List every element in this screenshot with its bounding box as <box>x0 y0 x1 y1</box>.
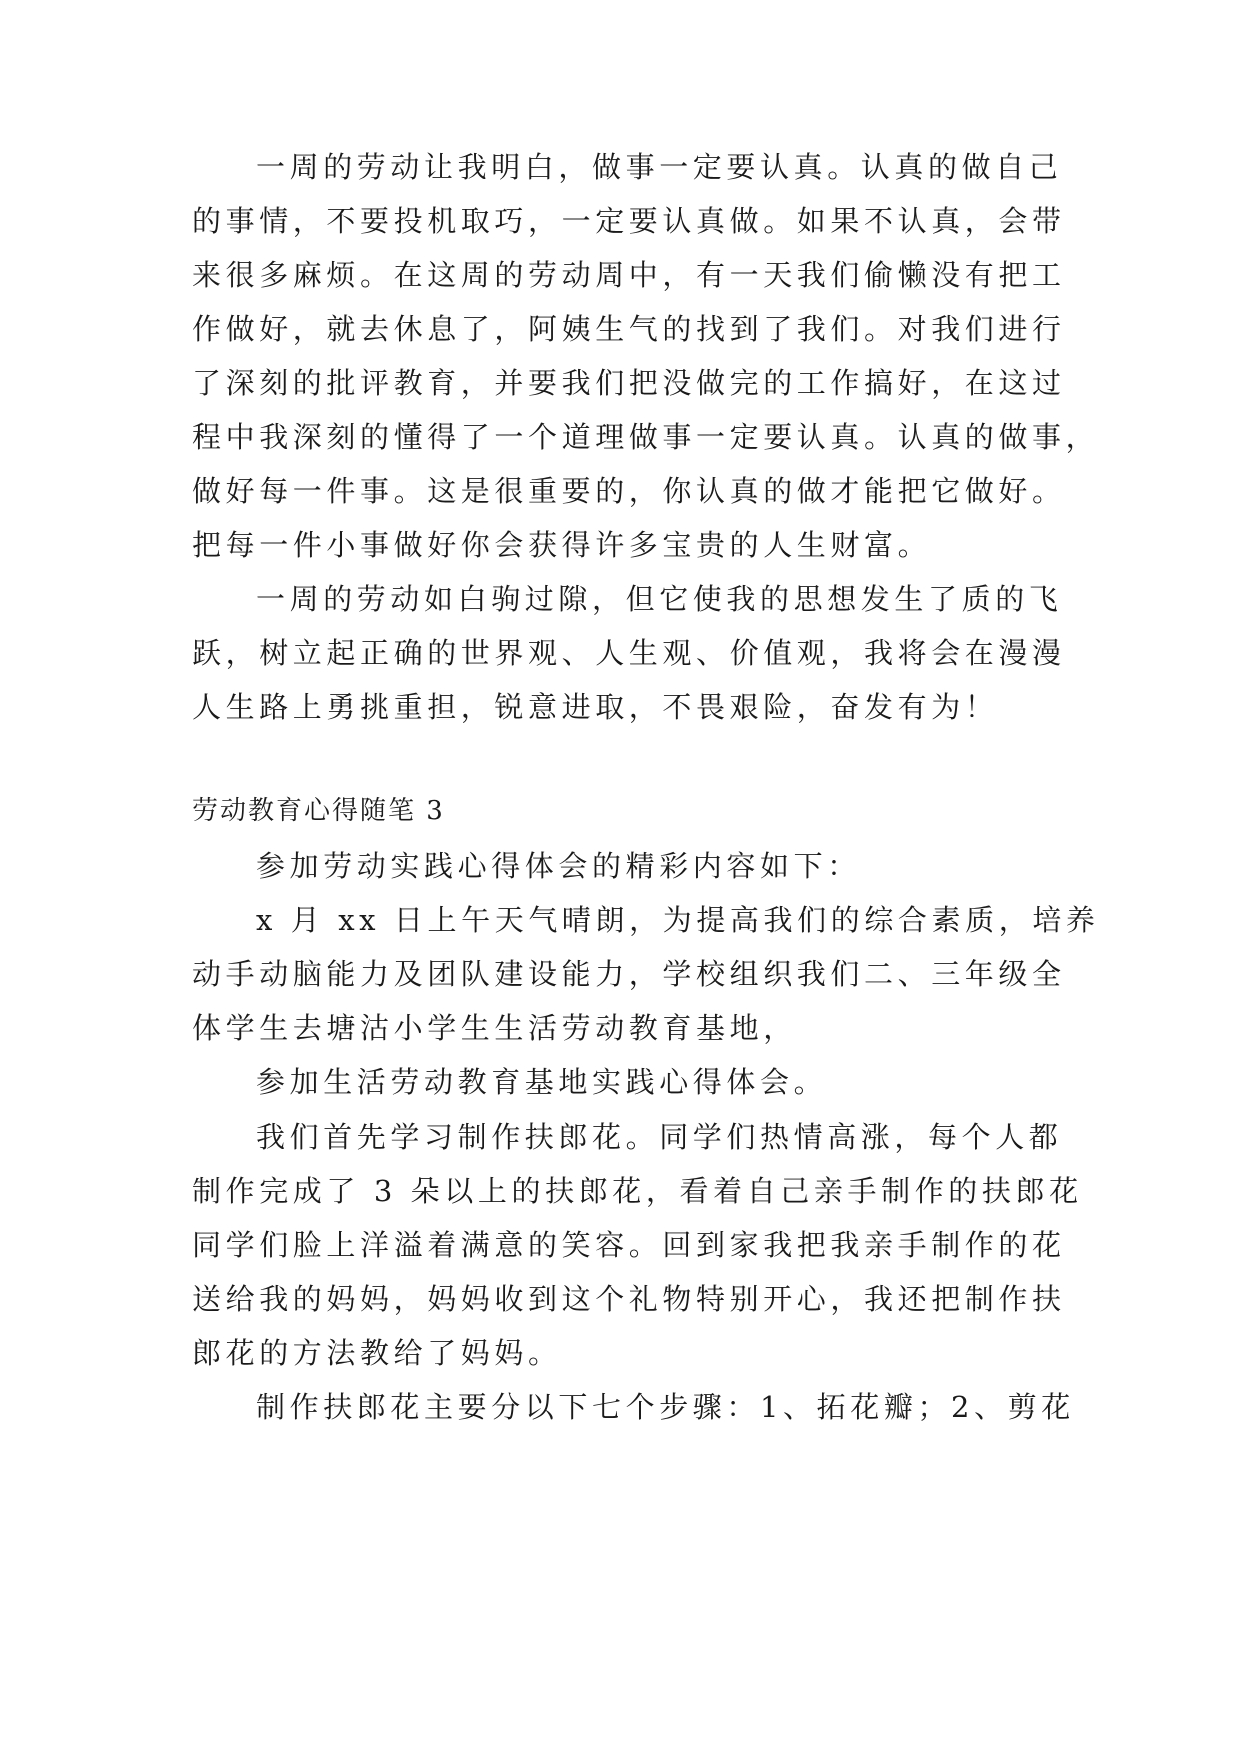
paragraph-line: 一周的劳动如白驹过隙，但它使我的思想发生了质的飞 <box>256 582 1063 616</box>
paragraph-line: 送给我的妈妈，妈妈收到这个礼物特别开心，我还把制作扶 <box>192 1282 1066 1316</box>
paragraph-line: 来很多麻烦。在这周的劳动周中，有一天我们偷懒没有把工 <box>192 258 1066 292</box>
paragraph-line: 作做好，就去休息了，阿姨生气的找到了我们。对我们进行 <box>192 312 1066 346</box>
paragraph-line: 了深刻的批评教育，并要我们把没做完的工作搞好，在这过 <box>192 366 1066 400</box>
paragraph-line: 同学们脸上洋溢着满意的笑容。回到家我把我亲手制作的花 <box>192 1228 1066 1262</box>
paragraph-line: 人生路上勇挑重担，锐意进取，不畏艰险，奋发有为！ <box>192 690 999 724</box>
paragraph-line: 参加劳动实践心得体会的精彩内容如下： <box>256 849 861 883</box>
paragraph-line: x 月 xx 日上午天气晴朗，为提高我们的综合素质，培养 <box>256 903 1100 937</box>
paragraph-line: 制作完成了 3 朵以上的扶郎花，看着自己亲手制作的扶郎花 <box>192 1174 1083 1208</box>
paragraph-line: 郎花的方法教给了妈妈。 <box>192 1336 562 1370</box>
paragraph-line: 程中我深刻的懂得了一个道理做事一定要认真。认真的做事， <box>192 420 1100 454</box>
paragraph-line: 体学生去塘沽小学生生活劳动教育基地， <box>192 1011 797 1045</box>
paragraph-line: 把每一件小事做好你会获得许多宝贵的人生财富。 <box>192 528 932 562</box>
paragraph-line: 的事情，不要投机取巧，一定要认真做。如果不认真，会带 <box>192 204 1066 238</box>
paragraph-line: 做好每一件事。这是很重要的，你认真的做才能把它做好。 <box>192 474 1066 508</box>
section-heading: 劳动教育心得随笔 3 <box>192 796 445 826</box>
paragraph-line: 参加生活劳动教育基地实践心得体会。 <box>256 1065 828 1099</box>
paragraph-line: 制作扶郎花主要分以下七个步骤：1、拓花瓣；2、剪花 <box>256 1390 1075 1424</box>
paragraph-line: 动手动脑能力及团队建设能力，学校组织我们二、三年级全 <box>192 957 1066 991</box>
paragraph-line: 我们首先学习制作扶郎花。同学们热情高涨，每个人都 <box>256 1120 1063 1154</box>
paragraph-line: 一周的劳动让我明白，做事一定要认真。认真的做自己 <box>256 150 1063 184</box>
paragraph-line: 跃，树立起正确的世界观、人生观、价值观，我将会在漫漫 <box>192 636 1066 670</box>
